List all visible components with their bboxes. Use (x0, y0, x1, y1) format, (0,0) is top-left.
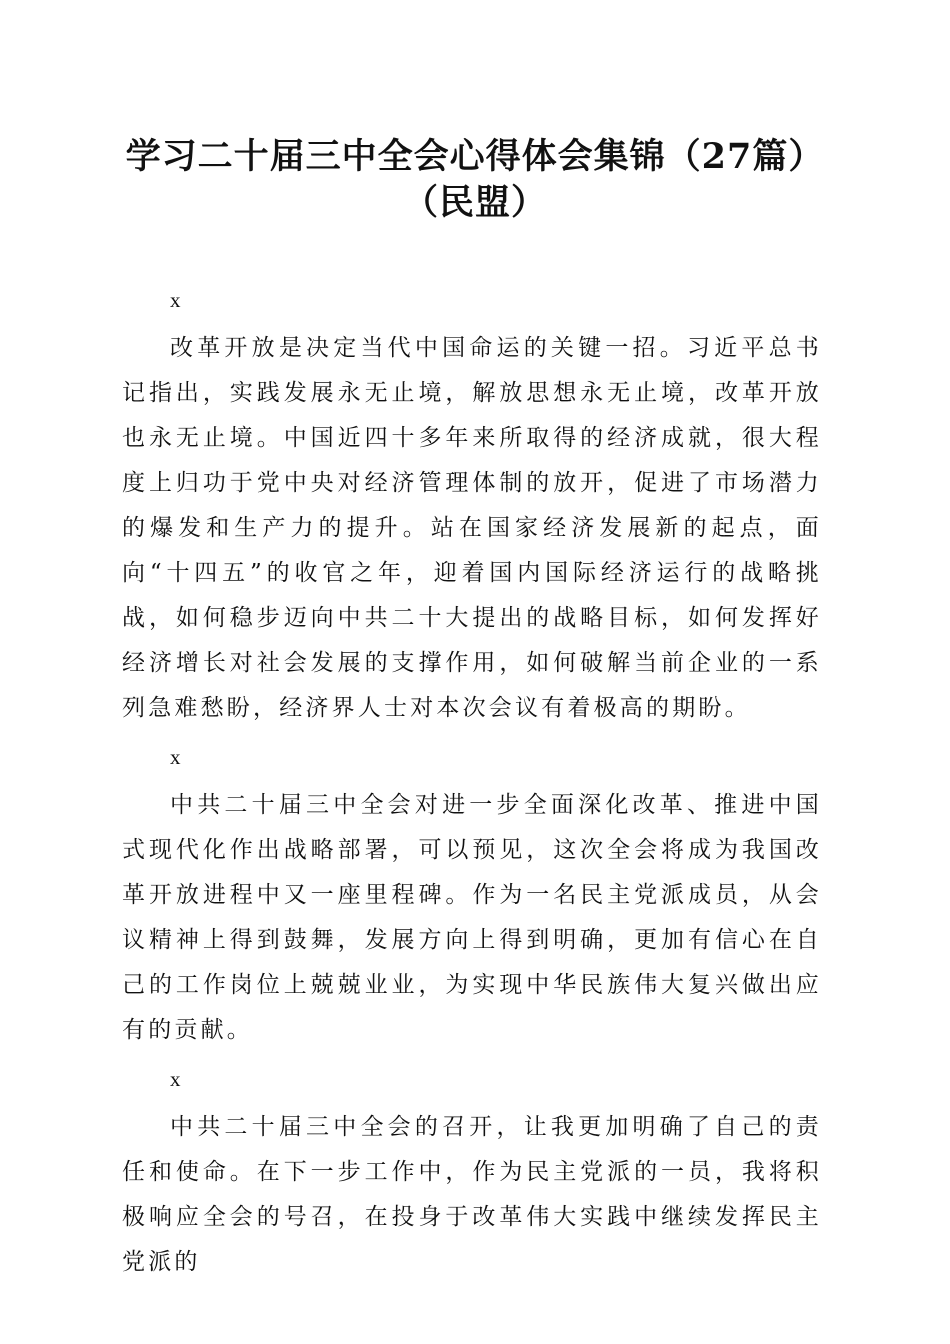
paragraph: 改革开放是决定当代中国命运的关键一招。习近平总书记指出，实践发展永无止境，解放思想永无止境，改革开放也永无止境。中国近四十多年来所取得的经济成就，很大程度上归功于党中央对经济管理体制的放开，促进了市场潜力的爆发和生产力的提升。站在国家经济发展新的起点，面向“十四五”的收官之年，迎着国内国际经济运行的战略挑战，如何稳步迈向中共二十大提出的战略目标，如何发挥好经济增长对社会发展的支撑作用，如何破解当前企业的一系列急难愁盼，经济界人士对本次会议有着极高的期盼。 (122, 335, 822, 721)
title-line-1: 学习二十届三中全会心得体会集锦（27篇） (125, 136, 825, 177)
paragraph: 中共二十届三中全会对进一步全面深化改革、推进中国式现代化作出战略部署，可以预见，这次全会将成为我国改革开放进程中又一座里程碑。作为一名民主党派成员，从会议精神上得到鼓舞，发展方向上得到明确，更加有信心在自己的工作岗位上兢兢业业，为实现中华民族伟大复兴做出应有的贡献。 (122, 792, 822, 1043)
section-marker: x (170, 745, 181, 769)
title-line-2: （民盟） (402, 182, 547, 223)
paragraph: 中共二十届三中全会的召开，让我更加明确了自己的责任和使命。在下一步工作中，作为民主党派的一员，我将积极响应全会的号召，在投身于改革伟大实践中继续发挥民主党派的 (122, 1114, 822, 1275)
section-marker: x (170, 288, 181, 312)
document-body (122, 282, 822, 1293)
document-title (0, 134, 950, 226)
section-marker: x (170, 1067, 181, 1091)
